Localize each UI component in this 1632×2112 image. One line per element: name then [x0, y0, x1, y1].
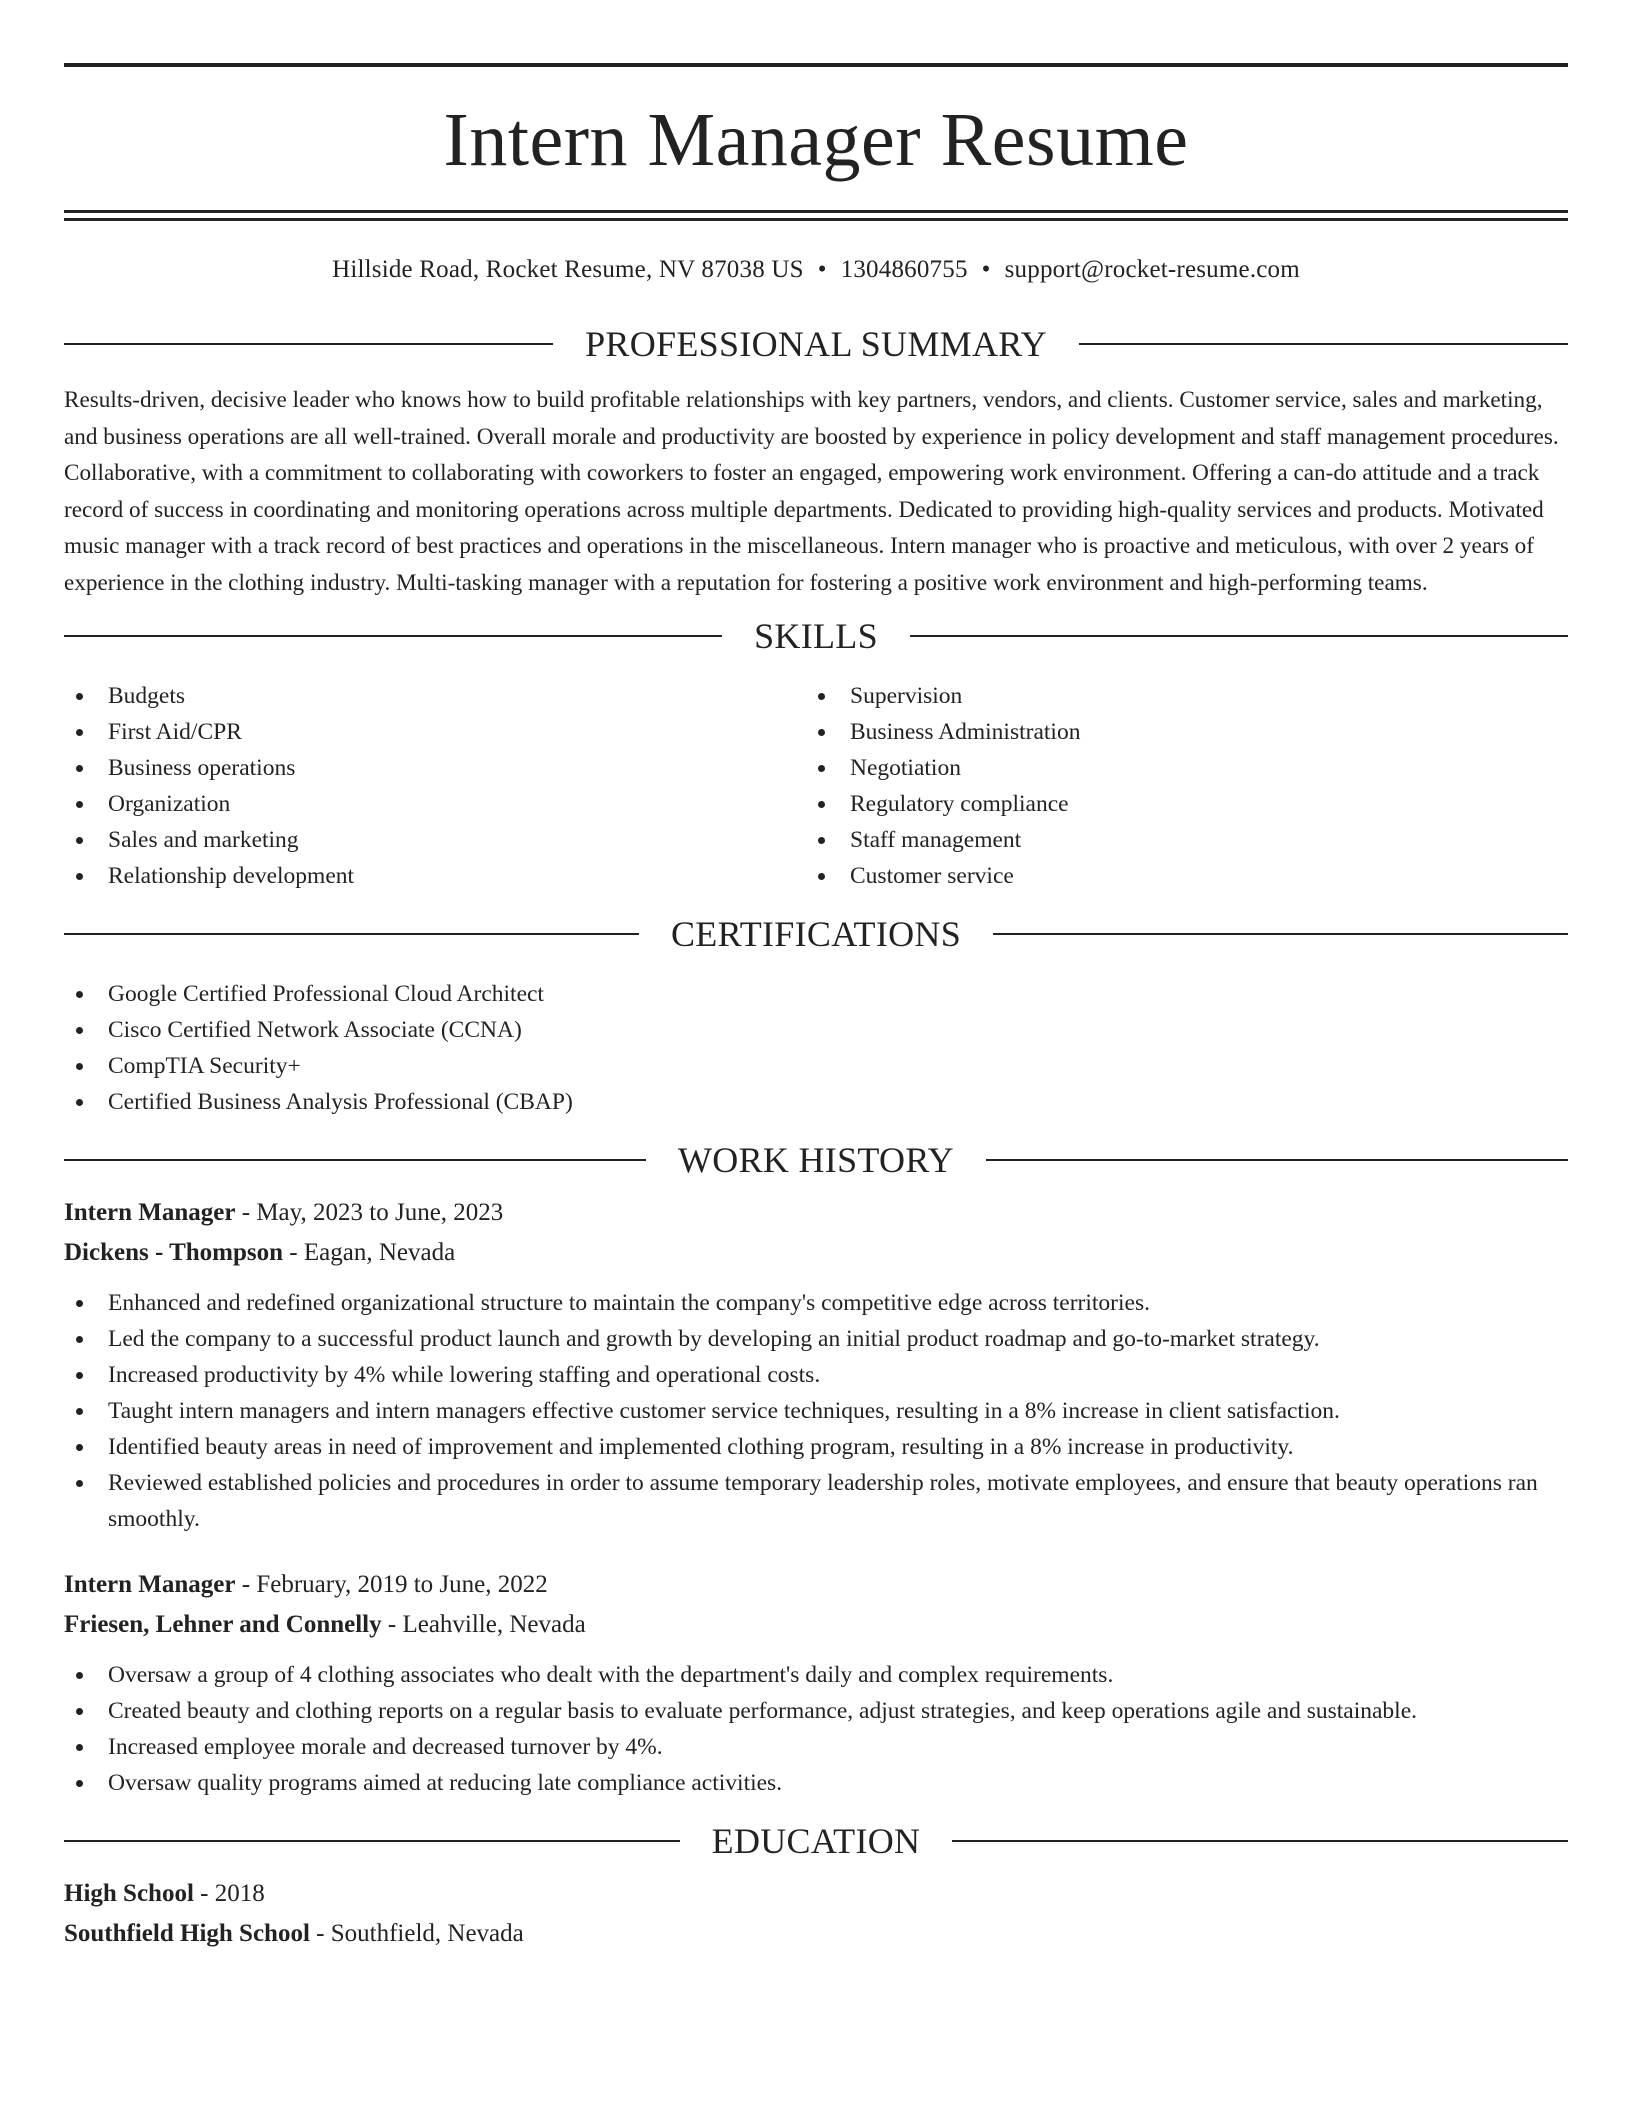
job-bullet	[64, 1393, 1568, 1429]
certification-item	[64, 1012, 1568, 1048]
bullet-dot	[76, 1372, 83, 1379]
job-bullet-text: Oversaw quality programs aimed at reducing late compliance activities.	[108, 1770, 783, 1796]
bullet-dot	[76, 1744, 83, 1751]
job-title-line	[64, 1565, 1568, 1605]
header-rule	[993, 933, 1568, 935]
education-degree: High School	[64, 1880, 194, 1907]
skill-label: Staff management	[850, 827, 1022, 853]
bullet-dot	[818, 693, 825, 700]
section-header-education	[64, 1823, 1568, 1859]
contact-address: Hillside Road, Rocket Resume, NV 87038 US	[332, 256, 804, 283]
top-rule	[64, 63, 1568, 67]
education-location: - Southfield, Nevada	[309, 1920, 524, 1947]
bullet-dot	[76, 1408, 83, 1415]
summary-text: Results-driven, decisive leader who knows how to build profitable relationships with key partners, vendors, and clients. Customer service, sales and marketing, and business operations are all well-trained. Overall morale and productivity are boosted by experience in policy development and staff management procedures. Collaborative, with a commitment to collaborating with coworkers to foster an engaged, empowering work environment. Offering a can-do attitude and a track record of success in coordinating and monitoring operations across multiple departments. Dedicated to providing high-quality services and products. Motivated music manager with a track record of best practices and operations in the miscellaneous. Intern manager who is proactive and meticulous, with over 2 years of experience in the clothing industry. Multi-tasking manager with a reputation for fostering a positive work environment and high-performing teams.	[64, 387, 1559, 596]
certifications-list	[64, 976, 1568, 1120]
skill-label: Budgets	[108, 683, 186, 709]
job-bullet-text: Oversaw a group of 4 clothing associates who dealt with the department's daily and complex requirements.	[108, 1662, 1114, 1688]
skills-list-right	[806, 678, 1548, 894]
job-company-line	[64, 1605, 1568, 1645]
skill-label: Customer service	[850, 863, 1014, 889]
skill-label: Business operations	[108, 755, 296, 781]
job-bullet	[64, 1657, 1568, 1693]
education-school-line	[64, 1914, 1568, 1954]
bullet-dot	[76, 873, 83, 880]
skill-label: First Aid/CPR	[108, 719, 242, 745]
section-header-work-history	[64, 1142, 1568, 1178]
job-bullet-text: Increased productivity by 4% while lowering staffing and operational costs.	[108, 1362, 821, 1388]
bullet-dot	[76, 801, 83, 808]
job-bullet-text: Created beauty and clothing reports on a regular basis to evaluate performance, adjust strategies, and keep operations agile and sustainable.	[108, 1698, 1418, 1724]
contact-phone: 1304860755	[840, 256, 968, 283]
skill-item	[806, 858, 1548, 894]
bullet-dot	[76, 1780, 83, 1787]
bullet-dot	[76, 1300, 83, 1307]
bullet-dot	[76, 1444, 83, 1451]
section-header-summary	[64, 326, 1568, 362]
skill-label: Relationship development	[108, 863, 355, 889]
certification-label: Certified Business Analysis Professional (CBAP)	[108, 1089, 573, 1115]
skill-item	[806, 714, 1548, 750]
skill-item	[806, 786, 1548, 822]
skill-label: Negotiation	[850, 755, 961, 781]
skill-label: Organization	[108, 791, 231, 817]
bullet-dot	[76, 1027, 83, 1034]
job-company: Friesen, Lehner and Connelly	[64, 1611, 382, 1638]
education-entry	[64, 1874, 1568, 1954]
section-title-summary: PROFESSIONAL SUMMARY	[585, 324, 1047, 364]
bullet-dot	[76, 1063, 83, 1070]
section-title-education: EDUCATION	[711, 1821, 921, 1861]
bullet-dot	[818, 801, 825, 808]
job-bullet	[64, 1765, 1568, 1801]
resume-title: Intern Manager Resume	[443, 98, 1189, 182]
job-bullets	[64, 1657, 1568, 1801]
certification-label: Cisco Certified Network Associate (CCNA)	[108, 1017, 522, 1043]
certification-item	[64, 1084, 1568, 1120]
section-header-certifications	[64, 916, 1568, 952]
contact-line	[64, 257, 1568, 282]
certification-item	[64, 1048, 1568, 1084]
job-dates: - May, 2023 to June, 2023	[235, 1199, 504, 1226]
bullet-dot	[76, 1336, 83, 1343]
skill-item	[64, 750, 806, 786]
job-bullets	[64, 1285, 1568, 1537]
bullet-dot	[76, 837, 83, 844]
skill-label: Business Administration	[850, 719, 1081, 745]
header-rule	[952, 1840, 1568, 1842]
bullet-dot	[76, 1480, 83, 1487]
job-location: - Leahville, Nevada	[381, 1611, 586, 1638]
skills-columns	[64, 678, 1568, 894]
job-location: - Eagan, Nevada	[283, 1239, 456, 1266]
job-title-line	[64, 1193, 1568, 1233]
job-dates: - February, 2019 to June, 2022	[235, 1571, 548, 1598]
skill-item	[64, 714, 806, 750]
certification-item	[64, 976, 1568, 1012]
skills-list-left	[64, 678, 806, 894]
skill-item	[64, 822, 806, 858]
skill-label: Sales and marketing	[108, 827, 299, 853]
bullet-dot	[76, 991, 83, 998]
bullet-dot	[818, 873, 825, 880]
bullet-dot	[76, 765, 83, 772]
header-rule	[64, 1159, 646, 1161]
job-bullet	[64, 1285, 1568, 1321]
header-rule	[910, 635, 1568, 637]
job-entry	[64, 1193, 1568, 1537]
skill-label: Supervision	[850, 683, 963, 709]
header-rule	[986, 1159, 1568, 1161]
job-bullet-text: Taught intern managers and intern managers effective customer service techniques, resulting in a 8% increase in client satisfaction.	[108, 1398, 1340, 1424]
skill-item	[806, 678, 1548, 714]
job-bullet	[64, 1729, 1568, 1765]
bullet-dot	[76, 693, 83, 700]
job-bullet-text: Increased employee morale and decreased turnover by 4%.	[108, 1734, 663, 1760]
bullet-dot	[76, 729, 83, 736]
job-bullet	[64, 1429, 1568, 1465]
skill-item	[64, 858, 806, 894]
header-rule	[64, 933, 639, 935]
contact-email: support@rocket-resume.com	[1004, 256, 1300, 283]
bullet-dot	[818, 729, 825, 736]
education-school: Southfield High School	[64, 1920, 310, 1947]
section-title-certifications: CERTIFICATIONS	[670, 914, 962, 954]
header-rule	[64, 1840, 680, 1842]
certification-label: CompTIA Security+	[108, 1053, 301, 1079]
bullet-dot	[76, 1099, 83, 1106]
resume-page	[64, 0, 1568, 1954]
education-year: - 2018	[193, 1880, 265, 1907]
skill-item	[64, 678, 806, 714]
header-rule	[64, 635, 722, 637]
job-bullet-text: Identified beauty areas in need of improvement and implemented clothing program, resulting in a 8% increase in productivity.	[108, 1434, 1294, 1460]
education-degree-line	[64, 1874, 1568, 1914]
bullet-dot	[818, 837, 825, 844]
job-bullet-text: Led the company to a successful product launch and growth by developing an initial product roadmap and go-to-market strategy.	[108, 1326, 1320, 1352]
bullet-dot	[818, 765, 825, 772]
job-entry	[64, 1565, 1568, 1801]
section-header-skills	[64, 618, 1568, 654]
job-bullet	[64, 1321, 1568, 1357]
bullet-dot	[76, 1708, 83, 1715]
job-company-line	[64, 1233, 1568, 1273]
skill-label: Regulatory compliance	[850, 791, 1069, 817]
section-title-skills: SKILLS	[754, 616, 878, 656]
title-double-rule	[64, 210, 1568, 221]
skill-item	[806, 822, 1548, 858]
contact-separator: •	[981, 256, 991, 283]
job-bullet-text: Enhanced and redefined organizational structure to maintain the company's competitive edge across territories.	[108, 1290, 1150, 1316]
header-rule	[64, 343, 553, 345]
job-bullet	[64, 1357, 1568, 1393]
job-bullet	[64, 1465, 1568, 1537]
header-rule	[1079, 343, 1568, 345]
section-title-work-history: WORK HISTORY	[678, 1140, 954, 1180]
certification-label: Google Certified Professional Cloud Architect	[108, 981, 544, 1007]
job-bullet	[64, 1693, 1568, 1729]
skill-item	[806, 750, 1548, 786]
bullet-dot	[76, 1672, 83, 1679]
job-role: Intern Manager	[64, 1571, 236, 1598]
contact-separator: •	[817, 256, 827, 283]
job-role: Intern Manager	[64, 1199, 236, 1226]
job-bullet-text: Reviewed established policies and procedures in order to assume temporary leadership roles, motivate employees, and ensure that beauty operations ran smoothly.	[108, 1470, 1538, 1532]
skill-item	[64, 786, 806, 822]
job-company: Dickens - Thompson	[64, 1239, 284, 1266]
